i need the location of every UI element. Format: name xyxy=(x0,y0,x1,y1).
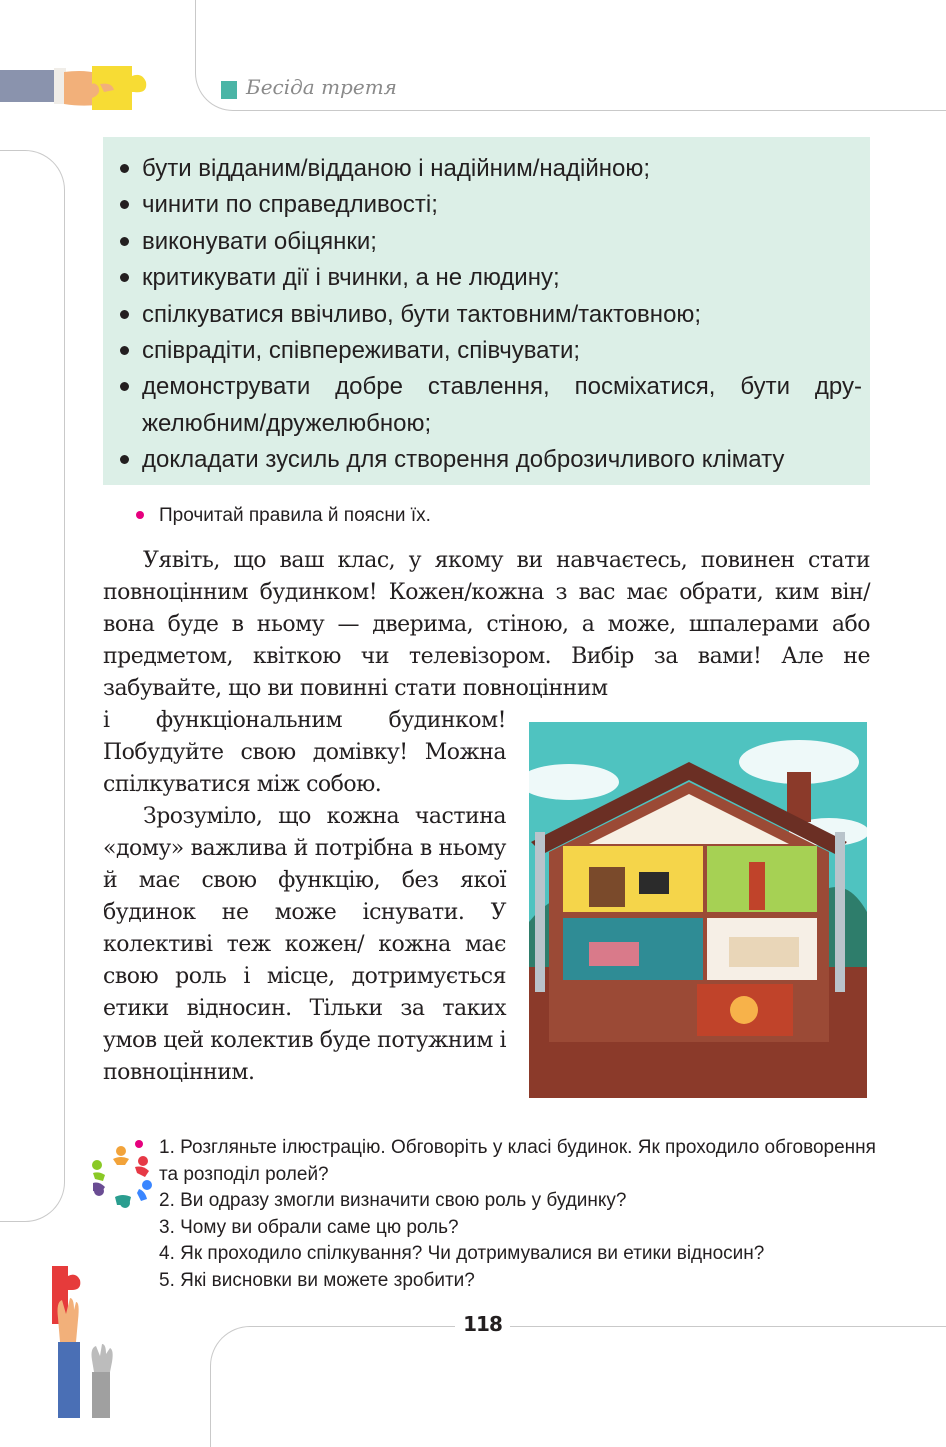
question-item: 3. Чому ви обрали саме цю роль? xyxy=(159,1216,459,1238)
rule-item: докладати зусиль для створення доброзичливого клімату xyxy=(117,442,862,478)
rules-list xyxy=(117,151,862,479)
section-title: Бесіда третя xyxy=(246,75,397,99)
question-item: 1. Розгляньте ілюстрацію. Обговоріть у класі будинок. Як проходило обговорення та розподіл ролей? xyxy=(159,1137,876,1185)
body-paragraph: Зрозуміло, що кожна частина «дому» важлива й потрібна в ньому й має свою функцію, без якої будинок не може існувати. У колективі теж кожен/ кожна має свою роль і місце, дотримується етики відносин. Тільки за таких умов цей колектив буде потужним і повноцінним. xyxy=(103,804,506,1085)
rule-item: спілкуватися ввічливо, бути тактовним/тактовною; xyxy=(117,297,862,333)
rule-item: критикувати дії і вчинки, а не людину; xyxy=(117,260,862,296)
bullet-dot xyxy=(135,1140,143,1148)
raised-hands-icon xyxy=(40,1262,130,1418)
rule-item: чинити по справедливості; xyxy=(117,187,862,223)
footer-frame xyxy=(210,1326,946,1447)
rule-item: демонструвати добре ставлення, посміхатися, бути дружелюбним/дружелюбною; xyxy=(117,369,862,442)
question-item: 5. Які висновки ви можете зробити? xyxy=(159,1269,475,1291)
question-item: 2. Ви одразу змогли визначити свою роль у будинку? xyxy=(159,1190,627,1211)
house-illustration xyxy=(529,722,867,1098)
question-item: 4. Як проходило спілкування? Чи дотримувалися ви етики відносин? xyxy=(159,1243,765,1264)
rules-box xyxy=(103,137,870,485)
rule-item: виконувати обіцянки; xyxy=(117,224,862,260)
bullet-dot xyxy=(136,511,144,519)
section-marker-icon xyxy=(221,81,237,99)
body-paragraph: Уявіть, що ваш клас, у якому ви навчаєтесь, повинен стати повноцінним будинком! Кожен/кожна з вас має обрати, ким він/вона буде в ньому — дверима, стіною, а може, шпалерами або предметом, квіткою чи телевізором. Вибір за вами! Але не забувайте, що ви повинні стати повноцінним xyxy=(103,548,870,701)
questions-list xyxy=(159,1135,889,1294)
instruction-text: Прочитай правила й поясни їх. xyxy=(159,505,431,526)
page-number: 118 xyxy=(455,1312,510,1336)
hand-puzzle-icon xyxy=(0,60,160,120)
rule-item: бути відданим/відданою і надійним/надійною; xyxy=(117,151,862,187)
left-margin-frame xyxy=(0,150,65,1222)
people-circle-icon xyxy=(85,1143,157,1211)
body-paragraph: і функціональним будинком! Побудуйте свою домівку! Можна спілкуватися між собою. xyxy=(103,708,506,797)
rule-item: співрадіти, співпереживати, співчувати; xyxy=(117,333,862,369)
